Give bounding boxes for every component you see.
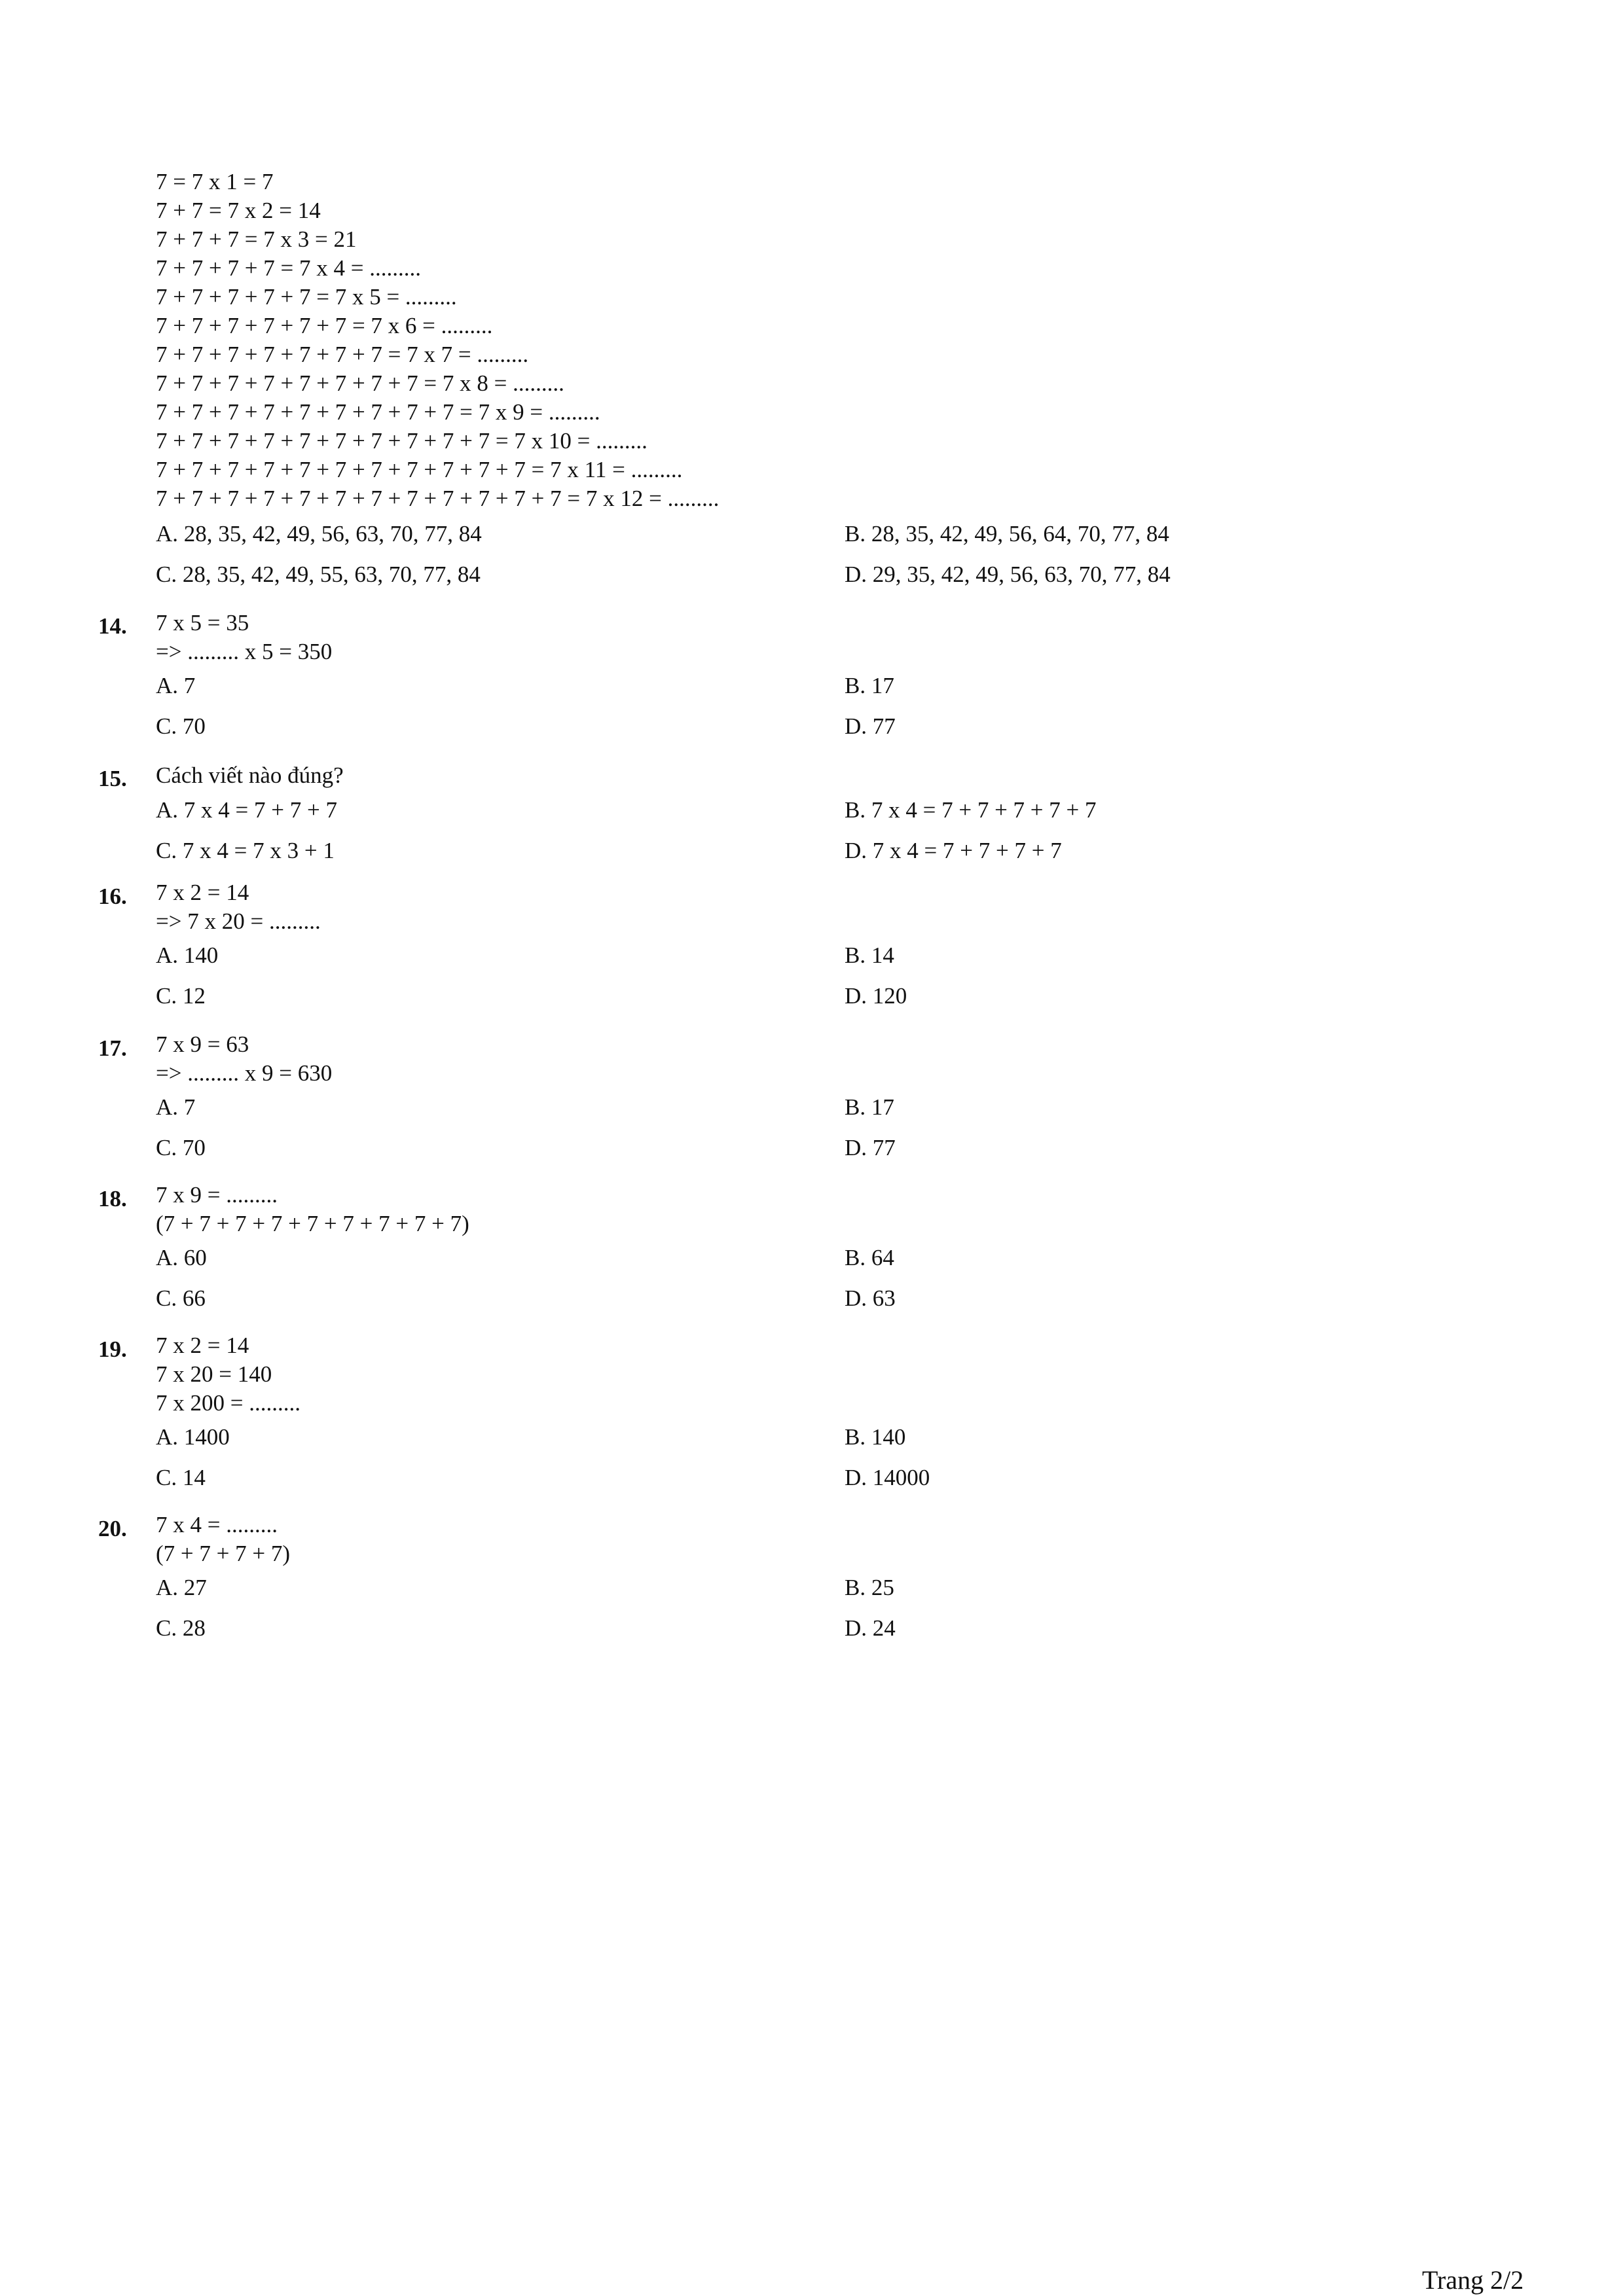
option-a[interactable]: A. 7 <box>156 673 196 698</box>
option-b[interactable]: B. 7 x 4 = 7 + 7 + 7 + 7 + 7 <box>845 797 1097 823</box>
question-text: (7 + 7 + 7 + 7 + 7 + 7 + 7 + 7 + 7) <box>156 1211 469 1236</box>
option-d[interactable]: D. 7 x 4 = 7 + 7 + 7 + 7 <box>845 838 1062 863</box>
equation-line: 7 = 7 x 1 = 7 <box>156 169 274 194</box>
question-number: 18. <box>98 1186 127 1211</box>
option-d[interactable]: D. 14000 <box>845 1465 930 1490</box>
question-text: => ......... x 5 = 350 <box>156 639 333 664</box>
equation-line: 7 + 7 + 7 + 7 + 7 + 7 + 7 + 7 = 7 x 8 = ......... <box>156 370 564 396</box>
equation-line: 7 + 7 + 7 + 7 + 7 + 7 + 7 + 7 + 7 + 7 + 7 = 7 x 11 = ......... <box>156 457 683 482</box>
option-d[interactable]: D. 120 <box>845 983 907 1009</box>
question-text: 7 x 2 = 14 <box>156 880 249 905</box>
equation-line: 7 + 7 + 7 + 7 = 7 x 4 = ......... <box>156 255 421 281</box>
option-d[interactable]: D. 29, 35, 42, 49, 56, 63, 70, 77, 84 <box>845 562 1171 587</box>
question-text: 7 x 5 = 35 <box>156 610 249 636</box>
option-b[interactable]: B. 140 <box>845 1424 906 1450</box>
question-text: 7 x 9 = ......... <box>156 1182 278 1208</box>
equation-line: 7 + 7 + 7 + 7 + 7 + 7 + 7 = 7 x 7 = ......... <box>156 342 529 367</box>
question-number: 16. <box>98 884 127 909</box>
option-c[interactable]: C. 7 x 4 = 7 x 3 + 1 <box>156 838 335 863</box>
option-c[interactable]: C. 12 <box>156 983 206 1009</box>
option-b[interactable]: B. 25 <box>845 1575 894 1600</box>
question-text: 7 x 4 = ......... <box>156 1512 278 1537</box>
question-text: Cách viết nào đúng? <box>156 762 344 788</box>
question-text: => 7 x 20 = ......... <box>156 908 321 934</box>
equation-line: 7 + 7 + 7 + 7 + 7 + 7 = 7 x 6 = ......... <box>156 313 493 338</box>
page-number: Trang 2/2 <box>1422 2265 1524 2295</box>
option-c[interactable]: C. 28 <box>156 1615 206 1641</box>
option-c[interactable]: C. 28, 35, 42, 49, 55, 63, 70, 77, 84 <box>156 562 481 587</box>
option-b[interactable]: B. 17 <box>845 673 894 698</box>
equation-line: 7 + 7 + 7 + 7 + 7 = 7 x 5 = ......... <box>156 284 457 310</box>
option-c[interactable]: C. 14 <box>156 1465 206 1490</box>
equation-line: 7 + 7 + 7 + 7 + 7 + 7 + 7 + 7 + 7 = 7 x 9 = ......... <box>156 399 600 425</box>
option-b[interactable]: B. 17 <box>845 1094 894 1120</box>
option-b[interactable]: B. 64 <box>845 1245 894 1270</box>
equation-line: 7 + 7 + 7 + 7 + 7 + 7 + 7 + 7 + 7 + 7 = 7 x 10 = ......... <box>156 428 647 454</box>
option-b[interactable]: B. 28, 35, 42, 49, 56, 64, 70, 77, 84 <box>845 521 1169 547</box>
equation-line: 7 + 7 = 7 x 2 = 14 <box>156 198 321 223</box>
question-text: (7 + 7 + 7 + 7) <box>156 1541 291 1566</box>
option-a[interactable]: A. 7 x 4 = 7 + 7 + 7 <box>156 797 337 823</box>
option-a[interactable]: A. 1400 <box>156 1424 230 1450</box>
equation-line: 7 + 7 + 7 + 7 + 7 + 7 + 7 + 7 + 7 + 7 + 7 + 7 = 7 x 12 = ......... <box>156 486 720 511</box>
option-a[interactable]: A. 60 <box>156 1245 207 1270</box>
option-d[interactable]: D. 24 <box>845 1615 896 1641</box>
question-text: 7 x 2 = 14 <box>156 1333 249 1358</box>
question-number: 19. <box>98 1336 127 1362</box>
question-number: 14. <box>98 613 127 639</box>
option-d[interactable]: D. 77 <box>845 1135 896 1160</box>
option-a[interactable]: A. 27 <box>156 1575 207 1600</box>
question-text: 7 x 20 = 140 <box>156 1361 272 1387</box>
option-a[interactable]: A. 140 <box>156 942 219 968</box>
option-b[interactable]: B. 14 <box>845 942 894 968</box>
option-d[interactable]: D. 77 <box>845 713 896 739</box>
option-c[interactable]: C. 70 <box>156 1135 206 1160</box>
question-text: => ......... x 9 = 630 <box>156 1060 333 1086</box>
question-number: 20. <box>98 1516 127 1541</box>
option-a[interactable]: A. 28, 35, 42, 49, 56, 63, 70, 77, 84 <box>156 521 482 547</box>
question-text: 7 x 9 = 63 <box>156 1031 249 1057</box>
option-c[interactable]: C. 66 <box>156 1285 206 1311</box>
equation-line: 7 + 7 + 7 = 7 x 3 = 21 <box>156 226 357 252</box>
question-number: 17. <box>98 1035 127 1061</box>
option-d[interactable]: D. 63 <box>845 1285 896 1311</box>
option-a[interactable]: A. 7 <box>156 1094 196 1120</box>
question-number: 15. <box>98 766 127 791</box>
option-c[interactable]: C. 70 <box>156 713 206 739</box>
question-text: 7 x 200 = ......... <box>156 1390 301 1416</box>
